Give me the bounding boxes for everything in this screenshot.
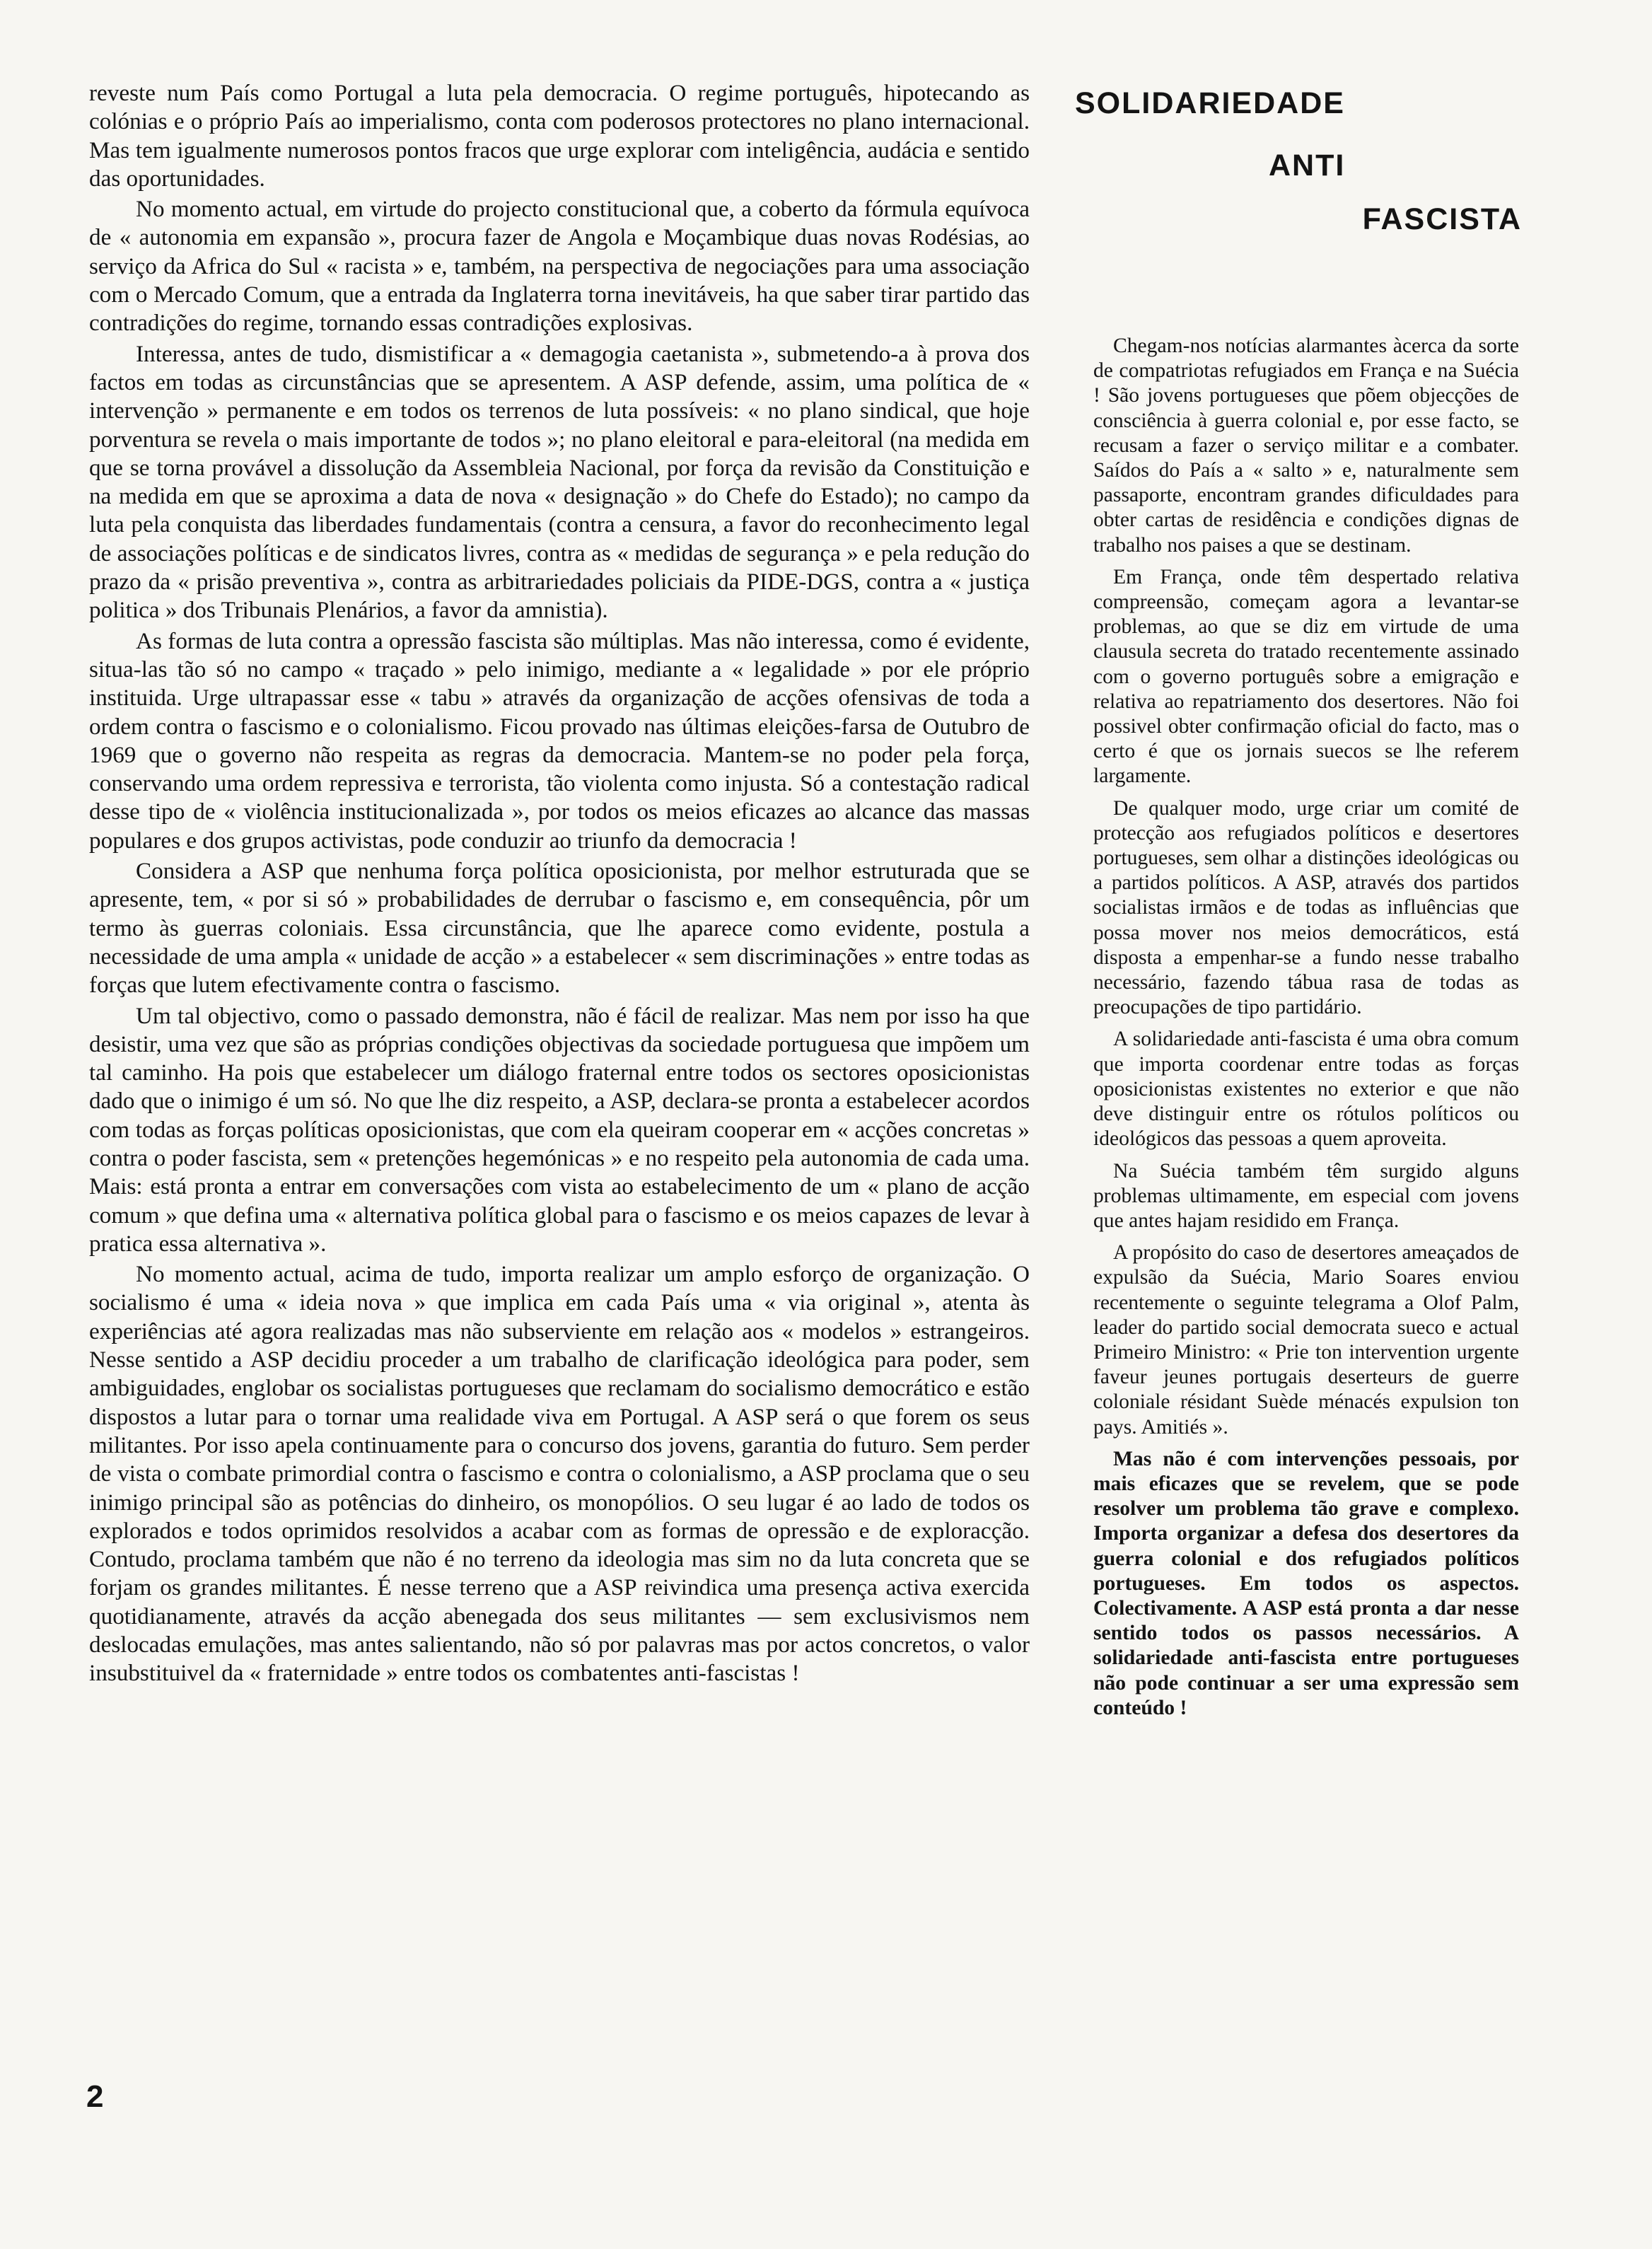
article-paragraph: No momento actual, acima de tudo, importa realizar um amplo esforço de organização. O socialismo é uma « ideia nova » que implica em cada País uma « via original », atenta às experiências até agora realizadas mas não subserviente em relação aos « modelos » estrangeiros. Nesse sentido a ASP decidiu proceder a um trabalho de clarificação ideológica para poder, sem ambiguidades, englobar os socialistas portugueses que reclamam do socialismo democrático e estão dispostos a lutar para o tornar uma realidade viva em Portugal. A ASP será o que forem os seus militantes. Por isso apela continuamente para o concurso dos jovens, garantia do futuro. Sem perder de vista o combate primordial contra o fascismo e contra o colonialismo, a ASP proclama que o seu inimigo principal são as potências do dinheiro, os monopólios. O seu lugar é ao lado de todos os explorados e todos oprimidos resolvidos a acabar com as formas de opressão e de exploracção. Contudo, proclama também que não é no terreno da ideologia mas sim no da luta concreta que se forjam os grandes militantes. É nesse terreno que a ASP reivindica uma presença activa exercida quotidianamente, através da acção abenegada dos seus militantes — sem exclusivismos nem deslocadas emulações, mas antes salientando, não só por palavras mas por actos concretos, o valor insubstituivel da « fraternidade » entre todos os combatentes anti-fascistas ! [89,1261,1030,1687]
heading-line-fascista: FASCISTA [1362,202,1522,236]
article-paragraph: Considera a ASP que nenhuma força política oposicionista, por melhor estruturada que se apresente, tem, « por si só » probabilidades de derrubar o fascismo e, em consequência, pôr um termo às guerras coloniais. Essa circunstância, que lhe aparece como evidente, postula a necessidade de uma ampla « unidade de acção » a estabelecer « sem discriminações » entre todas as forças que lutem efectivamente contra o fascismo. [89,858,1030,999]
article-paragraph: reveste num País como Portugal a luta pela democracia. O regime português, hipotecando as colónias e o próprio País ao imperialismo, conta com poderosos protectores no plano internacional. Mas tem igualmente numerosos pontos fracos que urge explorar com inteligência, audácia e sentido das oportunidades. [89,80,1030,192]
heading-line-anti: ANTI [1269,149,1346,182]
page-number: 2 [86,2079,104,2114]
sidebar-body [1069,334,1528,1721]
sidebar-article-column [1069,79,1528,1728]
sidebar-paragraph: De qualquer modo, urge criar um comité de protecção aos refugiados políticos e desertores portugueses, sem olhar a distinções ideológicas ou a partidos políticos. A ASP, através dos partidos socialistas irmãos e de todas as influências que possa mover nos meios democráticos, está disposta a empenhar-se a fundo nesse trabalho necessário, fazendo tábua rasa de todas as preocupações de tipo partidário. [1093,796,1519,1019]
article-paragraph: No momento actual, em virtude do projecto constitucional que, a coberto da fórmula equívoca de « autonomia em expansão », procura fazer de Angola e Moçambique duas novas Rodésias, ao serviço da Africa do Sul « racista » e, também, na perspectiva de negociações para uma associação com o Mercado Comum, que a entrada da Inglaterra torna inevitáveis, ha que saber tirar partido das contradições do regime, tornando essas contradições explosivas. [89,196,1030,337]
sidebar-paragraph-bold: Mas não é com intervenções pessoais, por mais eficazes que se revelem, que se pode resolver um problema tão grave e complexo. Importa organizar a defesa dos desertores da guerra colonial e dos refugiados políticos portugueses. Em todos os aspectos. Colectivamente. A ASP está pronta a dar nesse sentido todos os passos necessários. A solidariedade anti-fascista entre portugueses não pode continuar a ser uma expressão sem conteúdo ! [1093,1447,1519,1719]
article-paragraph: As formas de luta contra a opressão fascista são múltiplas. Mas não interessa, como é evidente, situa-las tão só no campo « traçado » pelo inimigo, mediante a « legalidade » por ele próprio instituida. Urge ultrapassar esse « tabu » através da organização de acções ofensivas de toda a ordem contra o fascismo e o colonialismo. Ficou provado nas últimas eleições-farsa de Outubro de 1969 que o governo não respeita as regras da democracia. Mantem-se no poder pela força, conservando uma ordem repressiva e terrorista, tão violenta como injusta. Só a contestação radical desse tipo de « violência institucionalizada », por todos os meios eficazes ao alcance das massas populares e dos grupos activistas, pode conduzir ao triunfo da democracia ! [89,627,1030,854]
article-paragraph: Um tal objectivo, como o passado demonstra, não é fácil de realizar. Mas nem por isso ha que desistir, uma vez que são as próprias condições objectivas da sociedade portuguesa que impõem um tal caminho. Ha pois que estabelecer um diálogo fraternal entre todos os sectores oposicionistas dado que o inimigo é um só. No que lhe diz respeito, a ASP, declara-se pronta a estabelecer acordos com todas as forças políticas oposicionistas, que com ela queiram cooperar em « acções concretas » contra o poder fascista, sem « pretenções hegemónicas » e no respeito pela autonomia de cada uma. Mais: está pronta a entrar em conversações com vista ao estabelecimento de um « plano de acção comum » que defina uma « alternativa política global para o fascismo e os meios capazes de levar à pratica essa alternativa ». [89,1002,1030,1257]
main-article-column [89,79,1030,1690]
heading-line-solidariedade: SOLIDARIEDADE [1075,86,1345,120]
sidebar-paragraph: Em França, onde têm despertado relativa compreensão, começam agora a levantar-se problemas, ao que se diz em virtude de uma clausula secreta do tratado recentemente assinado com o governo português sobre a emigração e relativa ao repatriamento dos desertores. Não foi possivel obter confirmação oficial do facto, mas o certo é que os jornais suecos se lhe referem largamente. [1093,565,1519,788]
sidebar-paragraph: Chegam-nos notícias alarmantes àcerca da sorte de compatriotas refugiados em França e na Suécia ! São jovens portugueses que põem objecções de consciência à guerra colonial e, por esse facto, se recusam a fazer o serviço militar e a combater. Saídos do País a « salto » e, naturalmente sem passaporte, encontram grandes dificuldades para obter cartas de residência e condições dignas de trabalho nos paises a que se destinam. [1093,335,1519,557]
sidebar-paragraph: A solidariedade anti-fascista é uma obra comum que importa coordenar entre todas as forças oposicionistas existentes no exterior e que não deve distinguir entre os rótulos políticos ou ideológicos das pessoas a quem aproveita. [1093,1028,1519,1151]
sidebar-heading [1069,79,1528,334]
sidebar-paragraph: A propósito do caso de desertores ameaçados de expulsão da Suécia, Mario Soares enviou recentemente o seguinte telegrama a Olof Palm, leader do partido social democrata sueco e actual Primeiro Ministro: « Prie ton intervention urgente faveur jeunes portugais deserteurs de guerre coloniale résidant Suède ménacés expulsion ton pays. Amitiés ». [1093,1241,1519,1439]
sidebar-paragraph: Na Suécia também têm surgido alguns problemas ultimamente, em especial com jovens que antes hajam residido em França. [1093,1159,1519,1232]
article-paragraph: Interessa, antes de tudo, dismistificar a « demagogia caetanista », submetendo-a à prova dos factos em todas as circunstâncias que se apresentem. A ASP defende, assim, uma política de « intervenção » permanente e em todos os terrenos de luta possíveis: « no plano sindical, que hoje porventura se revela o mais importante de todos »; no plano eleitoral e para-eleitoral (na medida em que se torna provável a dissolução da Assembleia Nacional, por força da revisão da Constituição e na medida em que se aproxima a data de nova « designação » do Chefe do Estado); no campo da luta pela conquista das liberdades fundamentais (contra a censura, a favor do reconhecimento legal de associações políticas e de sindicatos livres, contra as « medidas de segurança » e pela redução do prazo da « prisão preventiva », contra as arbitrariedades policiais da PIDE-DGS, contra a « justiça politica » dos Tribunais Plenários, a favor da amnistia). [89,340,1030,624]
